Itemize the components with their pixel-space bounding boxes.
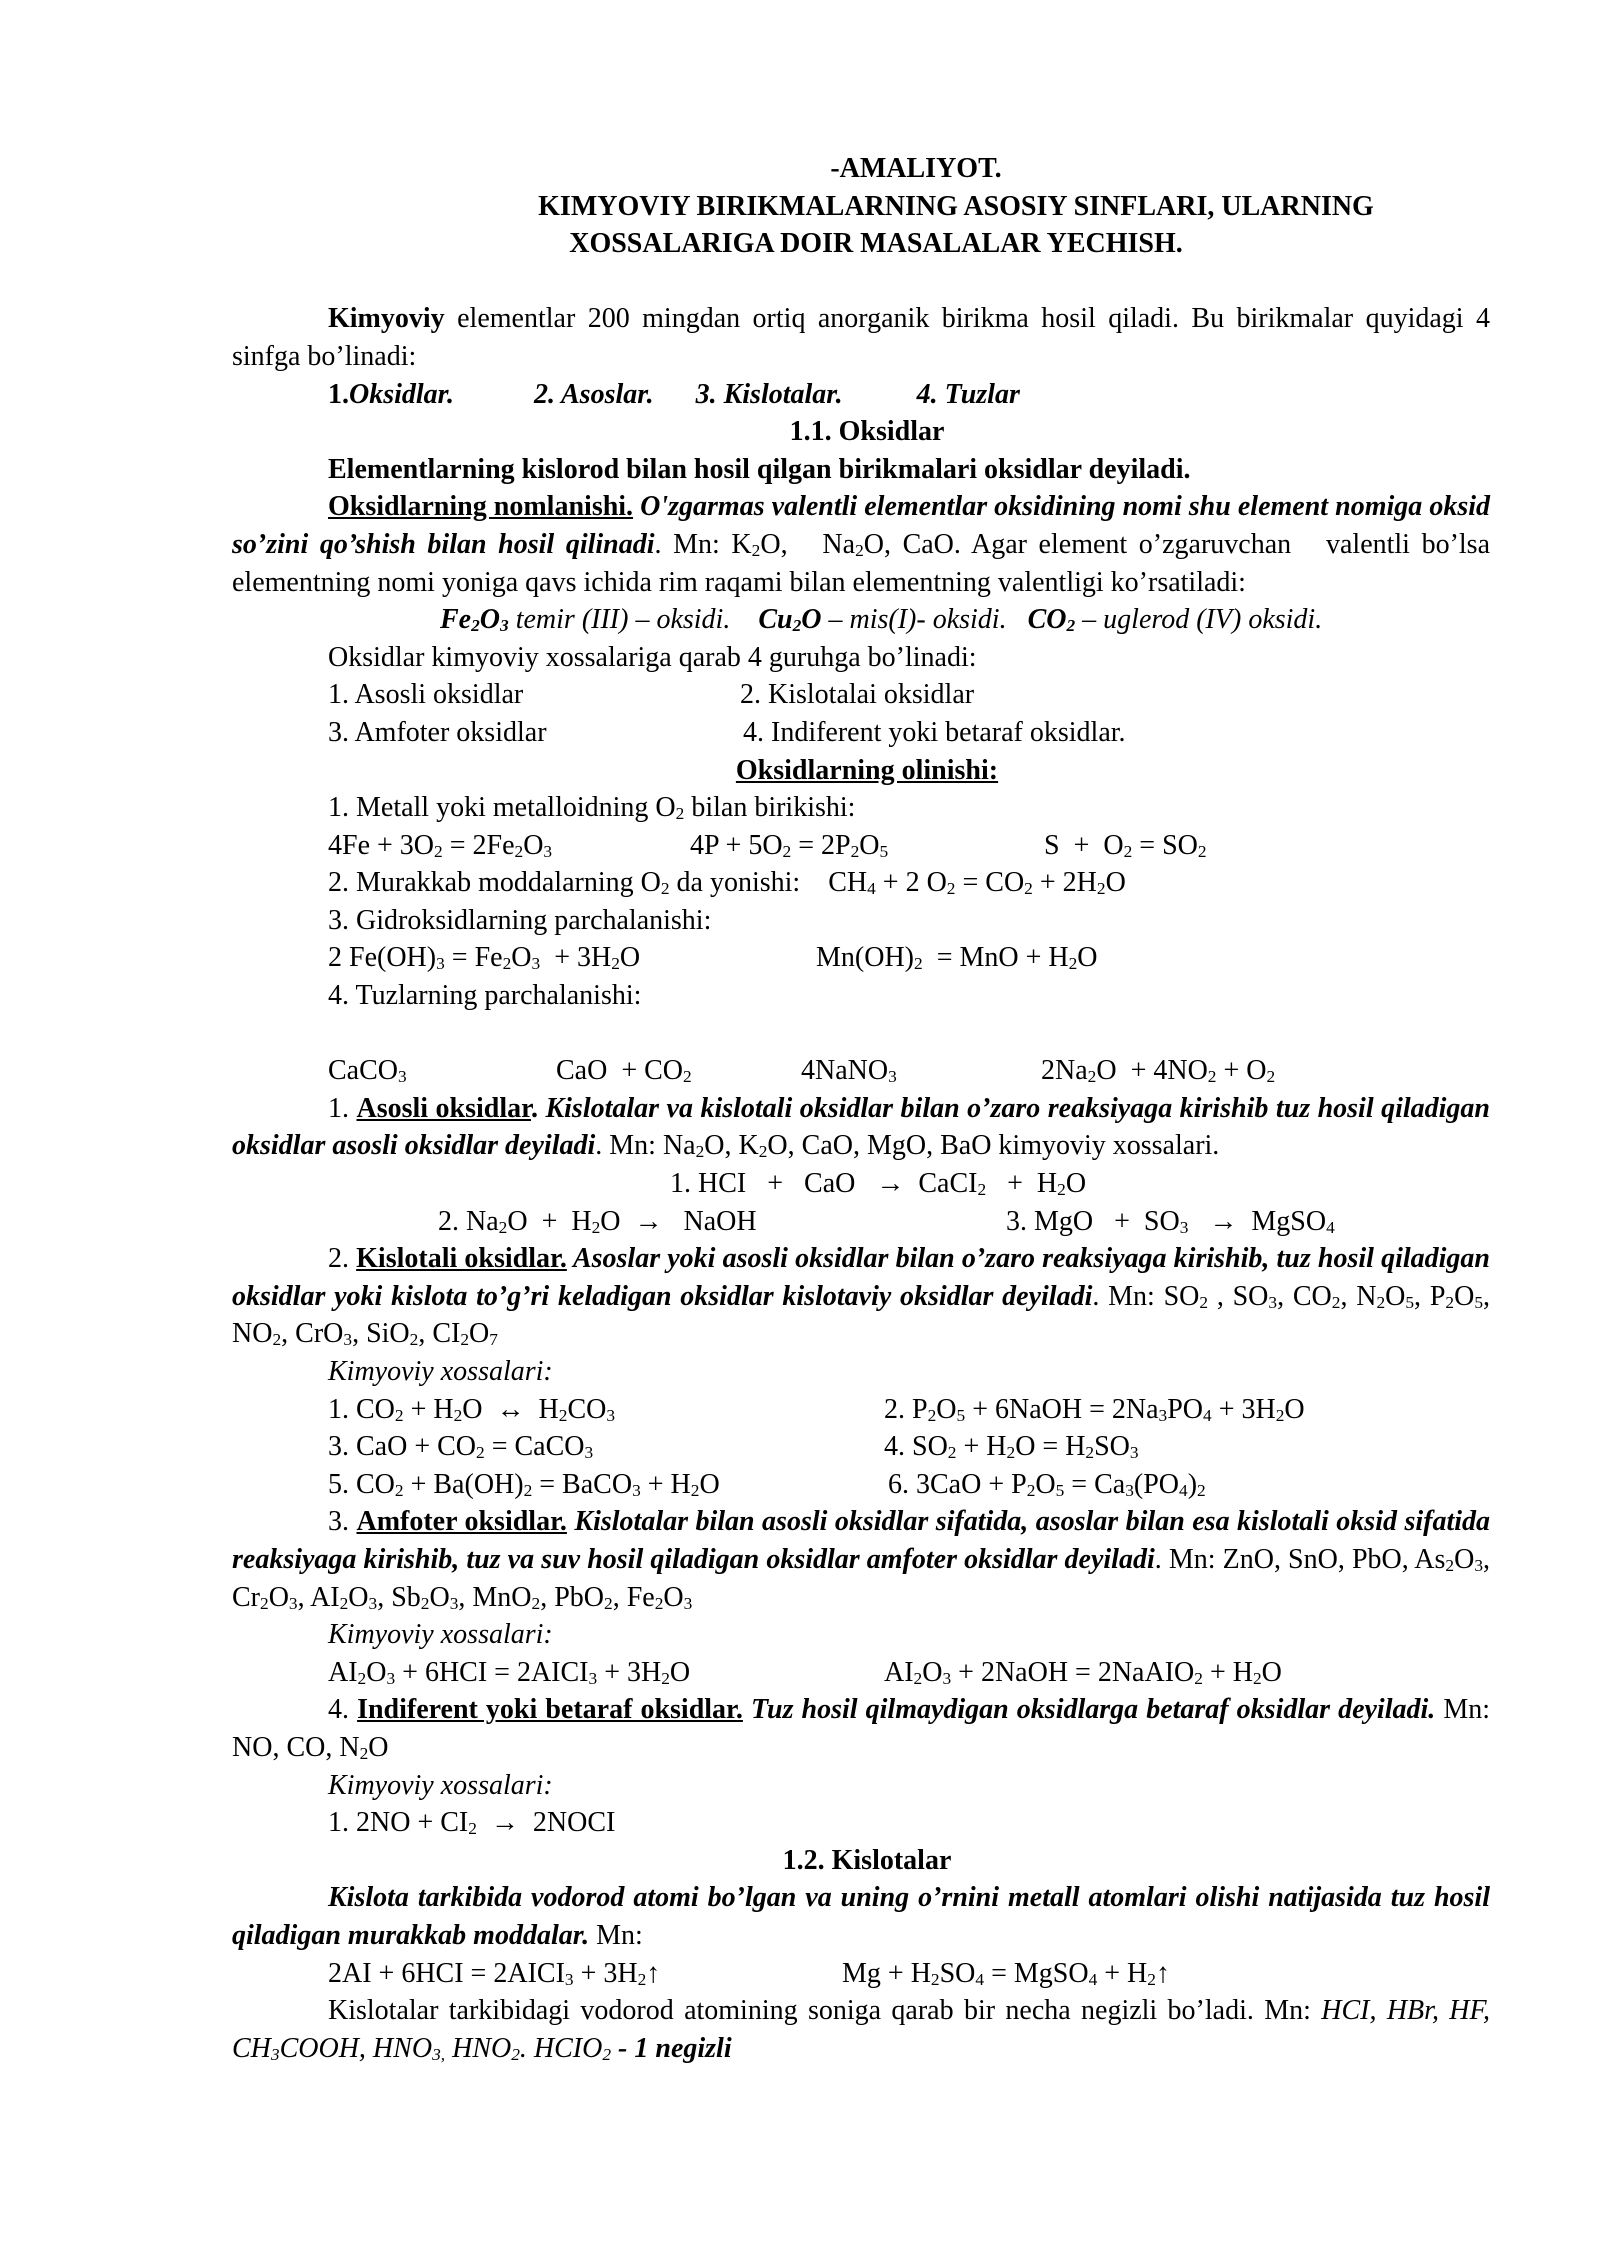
acidic-eq-row-3: 5. $CO_2 + Ba(OH)_2$ = BaCO$_3$ + $H_2O$ 6. $3CaO + P_2O_5 = Ca_3(PO_4)_2$ — [328, 1468, 1206, 1500]
basic-title: Asosli oksidlar — [356, 1092, 531, 1124]
one-basic-label: - 1 negizli — [611, 2032, 732, 2064]
basic-oxides-paragraph: 1. Asosli oksidlar. Kislotalar va kislotali oksidlar bilan o’zaro reaksiyaga kirishib tuz hosil qiladigan oksidlar asosli oksidlar deyiladi. Mn: $Na_2O$, $K_2O$, CaO, MgO, BaO kimyoviy xossalari. — [232, 1092, 1490, 1162]
amph-dot: . — [1154, 1543, 1162, 1575]
acidic-props-heading: Kimyoviy xossalari: — [328, 1356, 553, 1387]
group-4: 4. Indiferent yoki betaraf oksidlar. — [743, 716, 1126, 748]
acids-rule: Kislota tarkibida vodorod atomi bo’lgan va uning o’rnini metall atomlari olishi natijasida tuz hosil qiladigan murakkab moddalar. — [232, 1882, 1490, 1951]
indif-props-heading: Kimyoviy xossalari: — [328, 1769, 553, 1801]
amph-rule: Kislotalar bilan asosli oksidlar sifatida, asoslar bilan esa kislotali oksid sifatida reaksiyaga kirishib, tuz va suv hosil qiladigan oksidlar amfoter oksidlar deyiladi — [232, 1506, 1490, 1575]
oxide-definition: Elementlarning kislorod bilan hosil qilgan birikmalari oksidlar deyiladi. — [328, 453, 1191, 485]
basic-num: 1. — [328, 1092, 357, 1124]
basic-mn: . Mn: — [595, 1130, 663, 1162]
intro-lead: Kimyoviy — [328, 303, 445, 335]
example-3-name: – uglerod (IV) oksidi. — [1075, 604, 1323, 636]
class-num-1: 1. — [328, 378, 349, 410]
basic-tail: kimyoviy xossalari. — [991, 1130, 1220, 1162]
naming-after: . Mn: — [654, 528, 732, 560]
basic-rule: Kislotalar va kislotali oksidlar bilan o’zaro reaksiyaga kirishib tuz hosil qiladigan oksidlar asosli oksidlar deyiladi — [232, 1092, 1490, 1162]
indif-eq: 1. $2NO + CI_2$ → 2NOCI — [328, 1807, 616, 1839]
naming-examples: $Fe_2O_3$ temir (III) – oksidi. $Cu_2O - mis(I)-$ oksidi. $CO_2$ – uglerod (IV) oksidi. — [440, 604, 1323, 636]
amphoteric-oxides-paragraph: 3. Amfoter oksidlar. Kislotalar bilan asosli oksidlar sifatida, asoslar bilan esa kislotali oksid sifatida reaksiyaga kirishib, tuz va suv hosil qiladigan oksidlar amfoter oksidlar deyiladi. Mn: ZnO, SnO, PbO, $As_2O_3$, $Cr_2O_3$, $AI_2O_3$, $Sb_2O_3$, MnO$_2$, PbO$_2$, $Fe_2O_3$ — [232, 1506, 1491, 1613]
group-3: 3. Amfoter oksidlar — [328, 716, 547, 748]
class-bases: 2. Asoslar. — [534, 378, 654, 410]
spacer — [232, 263, 1490, 301]
prep-4: 4. Tuzlarning parchalanishi: — [328, 980, 642, 1012]
group-2: 2. Kislotalai oksidlar — [740, 679, 975, 711]
prep-1: 1. Metall yoki metalloidning $O_2$ bilan birikishi: — [328, 792, 856, 824]
amph-title: Amfoter oksidlar. — [356, 1506, 567, 1538]
class-list — [232, 376, 1490, 414]
section-heading-acids: 1.2. Kislotalar — [782, 1844, 952, 1876]
prep-2: 2. Murakkab moddalarning $O_2$ da yonishi: $CH_4 + 2$ $O_2 = CO_2 + 2H_2O$ — [328, 867, 1126, 899]
amph-num: 3. — [328, 1506, 357, 1538]
prep-3-equations: 2 $Fe(OH)_3 = Fe_2O_3 + 3H_2O$ $Mn(OH)_2$ = MnO + $H_2O$ — [328, 942, 1098, 974]
groups-row-2 — [232, 714, 1490, 752]
naming-rule: O'zgarmas valentli elementlar oksidining nomi shu element nomiga oksid so’zini qo’shish bilan hosil qilinadi — [232, 491, 1490, 560]
title-line-1: -AMALIYOT. — [830, 153, 1002, 184]
basicity-paragraph: Kislotalar tarkibidagi vodorod atomining soniga qarab bir necha negizli bo’ladi. Mn: HCI, HBr, HF, $CH_3COOH$, $HNO_{3,}$ $HNO_2$. $HCIO_2 - 1$ negizli — [232, 1995, 1491, 2064]
indif-num: 4. — [328, 1694, 358, 1726]
acidic-rule: Asoslar yoki asosli oksidlar bilan o’zaro reaksiyaga kirishib, tuz hosil qiladigan oksidlar yoki kislota to’g’ri keladigan oksidlar kislotaviy oksidlar deyiladi — [232, 1243, 1490, 1312]
group-1: 1. Asosli oksidlar — [328, 679, 524, 711]
acidic-eq-row-1: 1. $CO_2 + H_2O$ ↔ $H_2CO_3$ 2. $P_2O_5$ + 6NaOH = $2Na_3PO_4 + 3H_2O$ — [328, 1393, 1305, 1425]
prep-1-tail: bilan birikishi: — [684, 792, 856, 824]
prep-4-equations: CaCO$_3$ CaO + $CO_2$ 4NaNO$_3$ $2Na_2O + 4NO_2 + O_2$ — [328, 1055, 1276, 1087]
acidic-title: Kislotali oksidlar. — [356, 1243, 567, 1275]
acidic-num: 2. — [328, 1243, 357, 1275]
title-line-2: KIMYOVIY BIRIKMALARNING ASOSIY SINFLARI, ULARNING — [538, 190, 1374, 222]
amph-props-heading: Kimyoviy xossalari: — [328, 1619, 553, 1651]
naming-title: Oksidlarning nomlanishi. — [328, 491, 634, 523]
acidic-dot: . — [1092, 1280, 1100, 1312]
indif-title: Indiferent yoki betaraf oksidlar. — [357, 1694, 743, 1726]
basicity-text: Kislotalar tarkibidagi vodorod atomining soniga qarab bir necha negizli bo’ladi. Mn: — [328, 1995, 1311, 2027]
section-heading-oxides: 1.1. Oksidlar — [789, 416, 945, 448]
groups-intro: Oksidlar kimyoviy xossalariga qarab 4 guruhga bo’linadi: — [328, 641, 977, 673]
groups-row-1 — [232, 676, 1490, 714]
acids-eq-row: $2AI + 6HCI = 2AICI_3$ + $3H_2↑$ $Mg + H_2SO_4$ = MgSO$_4$ + $H_2↑$ — [328, 1957, 1170, 1989]
prep-2-tail: da yonishi: — [669, 867, 801, 899]
title-line-3: XOSSALARIGA DOIR MASALALAR YECHISH. — [569, 228, 1183, 260]
acids-definition — [232, 1879, 1490, 1954]
basic-eq-2: 2. $Na_2O + H_2O$ → NaOH 3. MgO + $SO_3$ → MgSO$_4$ — [438, 1205, 1335, 1237]
intro-paragraph — [232, 300, 1490, 375]
prep-1-equations: $4Fe + 3O_2 = 2Fe_2O_3$ $4P + 5O_2 = 2P_2O_5$ $S + O_2 = SO_2$ — [328, 829, 1207, 861]
class-salts: 4. Tuzlar — [916, 378, 1020, 410]
class-oxides: Oksidlar. — [349, 378, 455, 410]
document-title — [232, 150, 1490, 263]
acidic-eq-row-2: 3. CaO + $CO_2$ = CaCO$_3$ 4. $SO_2 + H_2O = H_2SO_3$ — [328, 1431, 1139, 1463]
example-2-name: – mis(I)- oksidi. — [821, 604, 1007, 636]
basic-dot: . — [531, 1092, 538, 1124]
acidic-oxides-paragraph: 2. Kislotali oksidlar. Asoslar yoki asosli oksidlar bilan o’zaro reaksiyaga kirishib, tuz hosil qiladigan oksidlar yoki kislota to’g’ri keladigan oksidlar kislotaviy oksidlar deyiladi. Mn: $SO_2$ , $SO_3$, $CO_2$, $N_2O_5$, $P_2O_5$, $NO_2$, CrO$_3$, SiO$_2$, $CI_2O_7$ — [232, 1243, 1490, 1350]
acidic-mn: Mn: — [1108, 1280, 1164, 1312]
acids-mn: Mn: — [589, 1919, 643, 1951]
prep-1-text: 1. Metall yoki metalloidning — [328, 792, 656, 824]
amph-eq-row: $AI_2O_3 + 6HCI$ = $2AICI_3 + 3H_2O$ $AI_2O_3$ + 2NaOH = 2NaAIO$_2$ + $H_2O$ — [328, 1656, 1282, 1688]
amph-mn: Mn: — [1168, 1543, 1223, 1575]
preparation-heading: Oksidlarning olinishi: — [735, 754, 999, 786]
intro-text: elementlar 200 mingdan ortiq anorganik birikma hosil qiladi. Bu birikmalar quyidagi 4 sinfga bo’linadi: — [232, 303, 1490, 372]
class-acids: 3. Kislotalar. — [695, 378, 843, 410]
naming-paragraph: Oksidlarning nomlanishi. O'zgarmas valentli elementlar oksidining nomi shu element nomiga oksid so’zini qo’shish bilan hosil qilinadi. Mn: $K_2O$, $Na_2O$, CaO. Agar element o’zgaruvchan valentli bo’lsa elementning nomi yoniga qavs ichida rim raqami bilan elementning valentligi ko’rsatiladi: — [232, 491, 1491, 598]
basic-eq-1: 1. HCI + CaO → CaCI$_2$ + $H_2O$ — [670, 1168, 1087, 1200]
prep-3: 3. Gidroksidlarning parchalanishi: — [328, 904, 712, 936]
example-1-name: temir (III) – oksidi. — [508, 604, 731, 636]
indif-rule: Tuz hosil qilmaydigan oksidlarga betaraf oksidlar deyiladi. — [742, 1694, 1436, 1726]
indif-mn: Mn: — [1435, 1694, 1491, 1726]
indifferent-oxides-paragraph: 4. Indiferent yoki betaraf oksidlar. Tuz hosil qilmaydigan oksidlarga betaraf oksidlar deyiladi. Mn: NO, CO, $N_2O$ — [232, 1694, 1491, 1764]
prep-2-text: 2. Murakkab moddalarning — [328, 867, 641, 899]
spacer — [232, 1015, 1490, 1053]
